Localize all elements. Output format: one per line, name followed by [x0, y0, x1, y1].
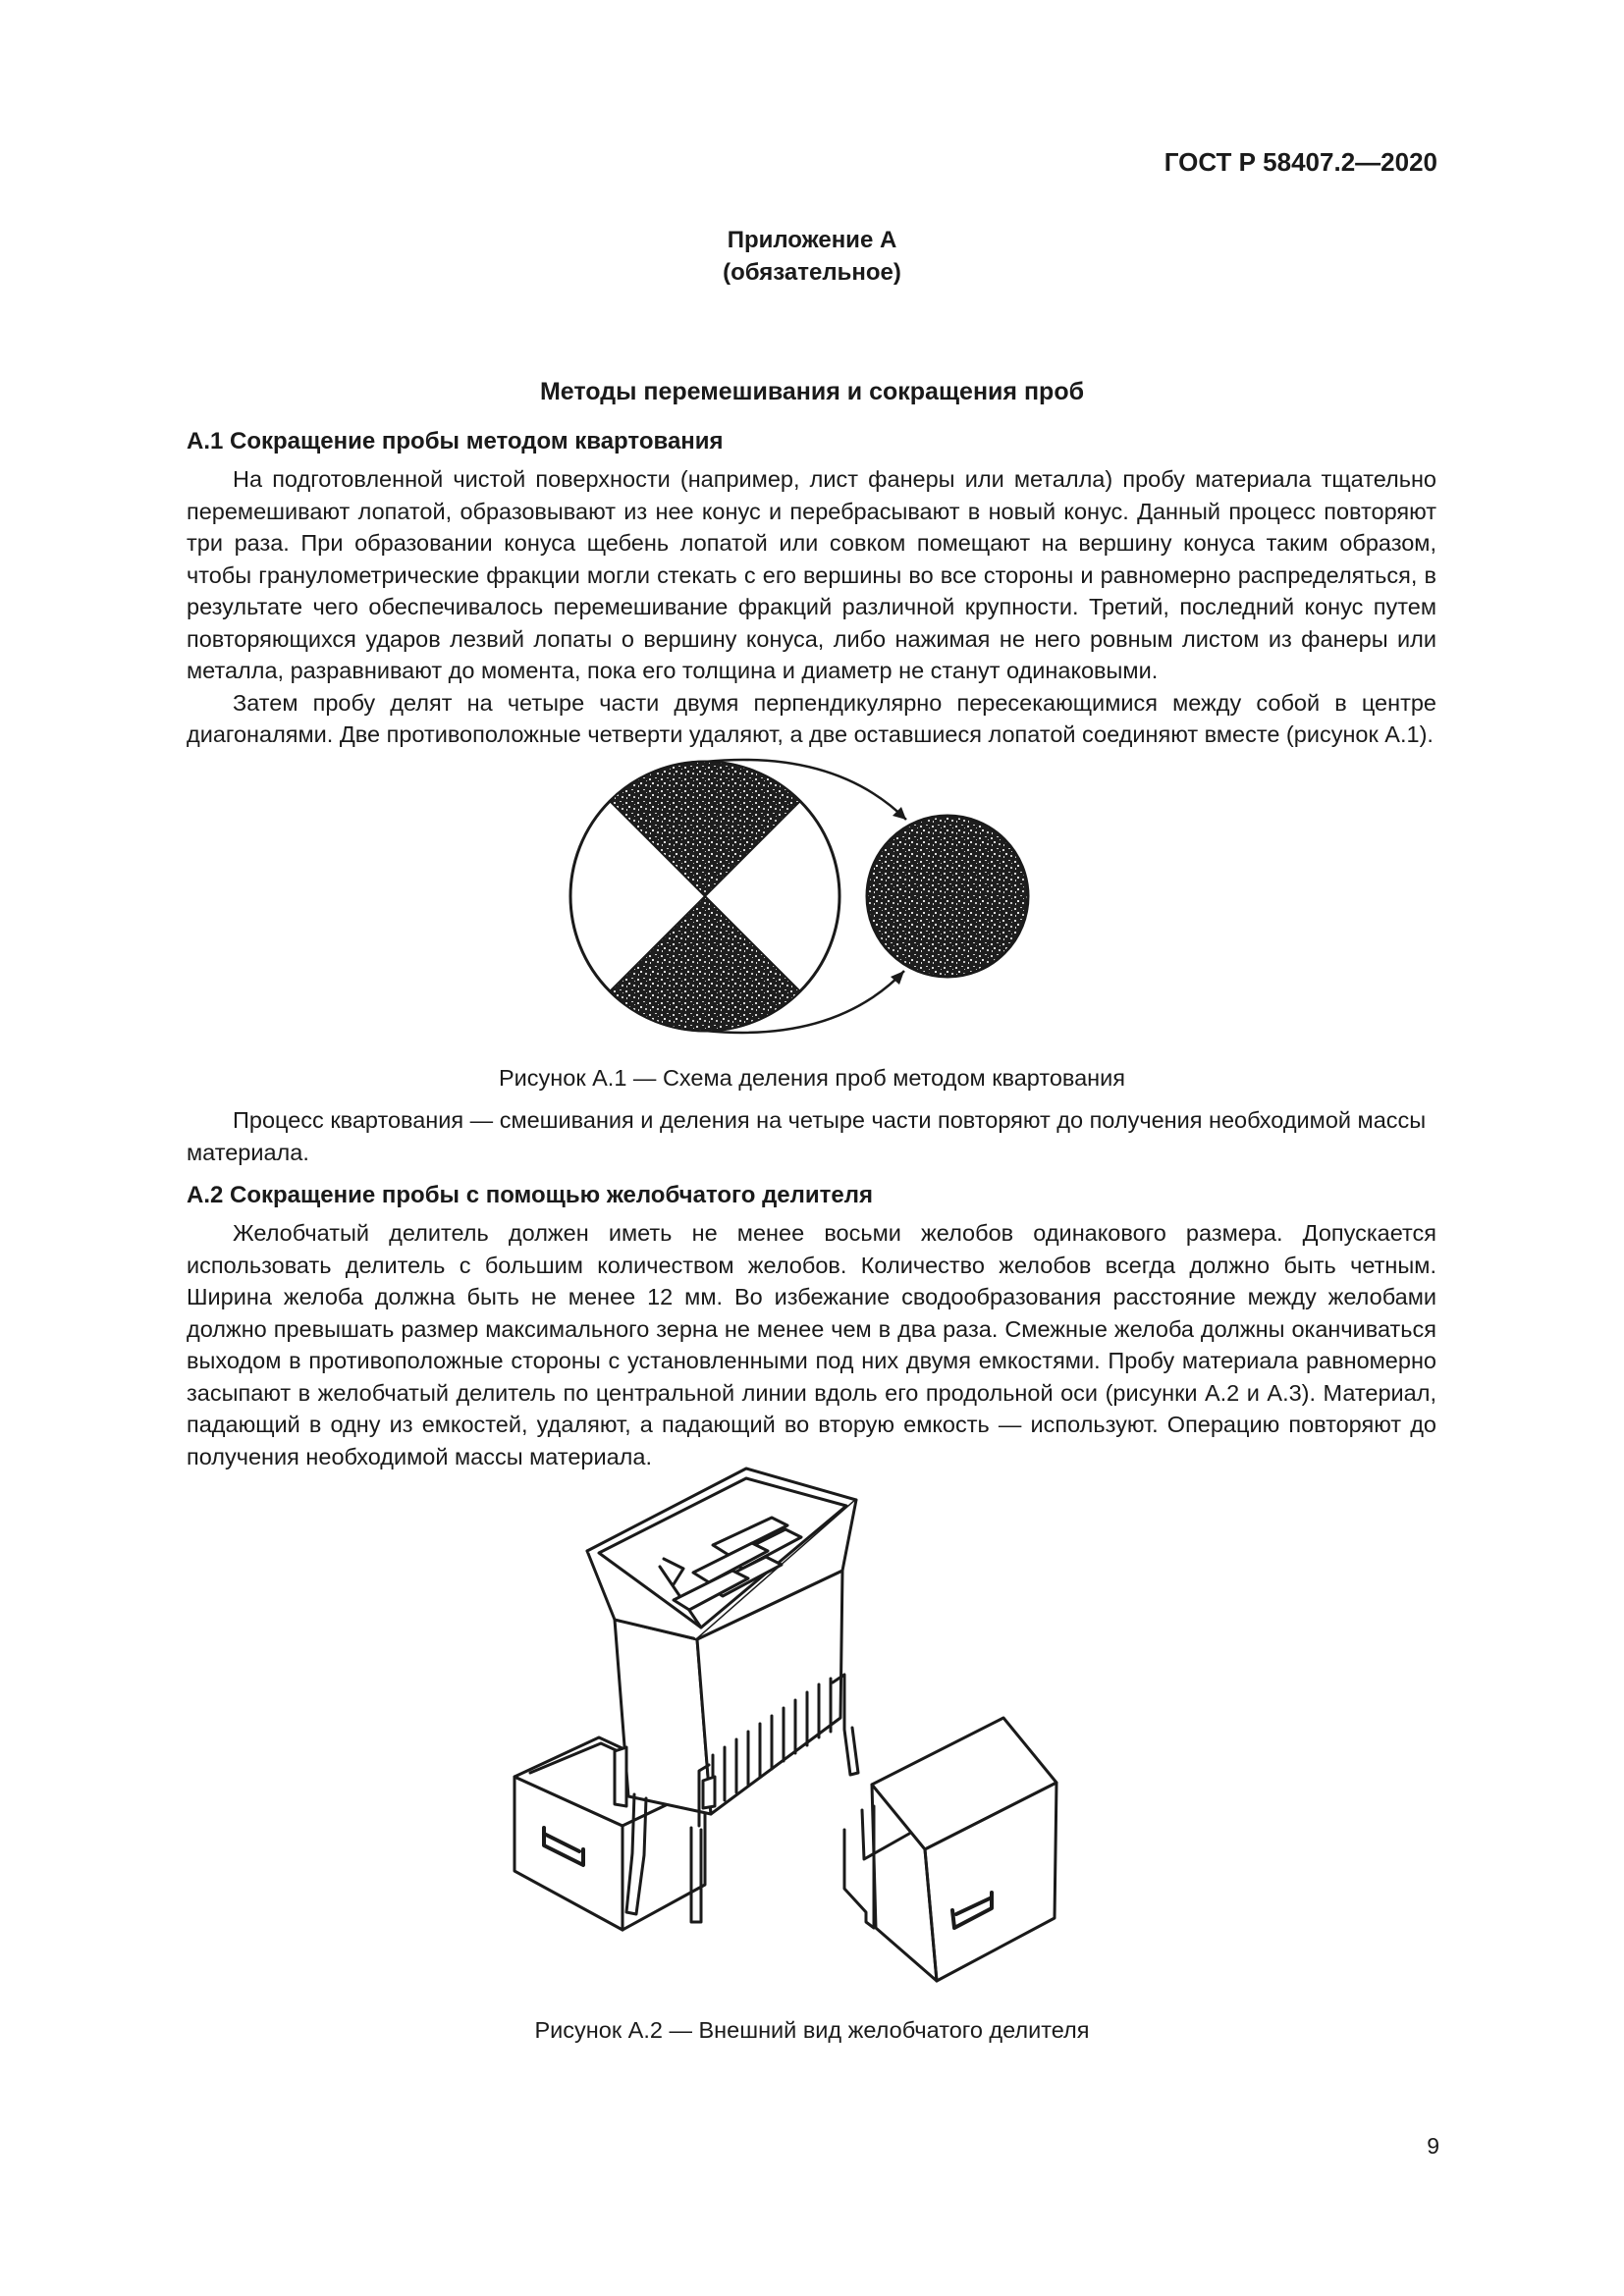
paragraph-a1-3: Процесс квартования — смешивания и деления на четыре части повторяют до получения необходимой массы материала. [187, 1107, 1427, 1165]
figure-a2-caption: Рисунок А.2 — Внешний вид желобчатого делителя [534, 2017, 1090, 2043]
appendix-title: Приложение А [727, 227, 897, 253]
figure-a1-caption: Рисунок А.1 — Схема деления проб методом квартования [498, 1065, 1126, 1091]
appendix-status: (обязательное) [723, 259, 901, 286]
standard-code: ГОСТ Р 58407.2—2020 [1164, 147, 1437, 177]
paragraph-a1-2: Затем пробу делят на четыре части двумя перпендикулярно пересекающимися между собой в центре диагоналями. Две противоположные четверти удаляют, а две оставшиеся лопатой соединяют вместе (рисунок А.1). [187, 689, 1436, 747]
appendix-heading [0, 224, 1624, 289]
section-a2-text [187, 1217, 1436, 1472]
figure-riffle-splitter [509, 1461, 1058, 2001]
paragraph-a1-1: На подготовленной чистой поверхности (например, лист фанеры или металла) пробу материала тщательно перемешивают лопатой, образовывают из нее конус и перебрасывают в новый конус. Данный процесс повторяют три раза. При образовании конуса щебень лопатой или совком помещают на вершину конуса таким образом, чтобы гранулометрические фракции могли стекать с его вершины во все стороны и равномерно распределяться, в результате чего обеспечивалось перемешивание фракций различной крупности. Третий, последний конус путем повторяющихся ударов лезвий лопаты о вершину конуса, либо нажимая не него ровным листом из фанеры или металла, разравнивают до момента, пока его толщина и диаметр не станут одинаковыми. [187, 466, 1436, 683]
page-number: 9 [1427, 2133, 1439, 2159]
section-heading-a2: А.2 Сокращение пробы с помощью желобчатого делителя [187, 1182, 873, 1208]
section-heading-a1: А.1 Сокращение пробы методом квартования [187, 428, 724, 454]
quartered-cone [570, 762, 839, 1032]
main-title: Методы перемешивания и сокращения проб [539, 378, 1085, 405]
section-a1-text [187, 463, 1436, 751]
combined-sample [867, 816, 1028, 977]
paragraph-a2-1: Желобчатый делитель должен иметь не менее восьми желобов одинакового размера. Допускается использовать делитель с большим количеством желобов. Количество желобов всегда должно быть четным. Ширина желоба должна быть не менее 12 мм. Во избежание сводообразования расстояние между желобами должно превышать размер максимального зерна не менее чем в два раза. Смежные желоба должны оканчиваться выходом в противоположные стороны с установленными под них двумя емкостями. Пробу материала равномерно засыпают в желобчатый делитель по центральной линии вдоль его продольной оси (рисунки А.2 и А.3). Материал, падающий в одну из емкостей, удаляют, а падающий во вторую емкость — используют. Операцию повторяют до получения необходимой массы материала. [187, 1220, 1436, 1469]
figure-quartering-diagram [530, 741, 1041, 1055]
right-collection-box [844, 1718, 1056, 1981]
section-a1-closing-text [187, 1104, 1436, 1168]
